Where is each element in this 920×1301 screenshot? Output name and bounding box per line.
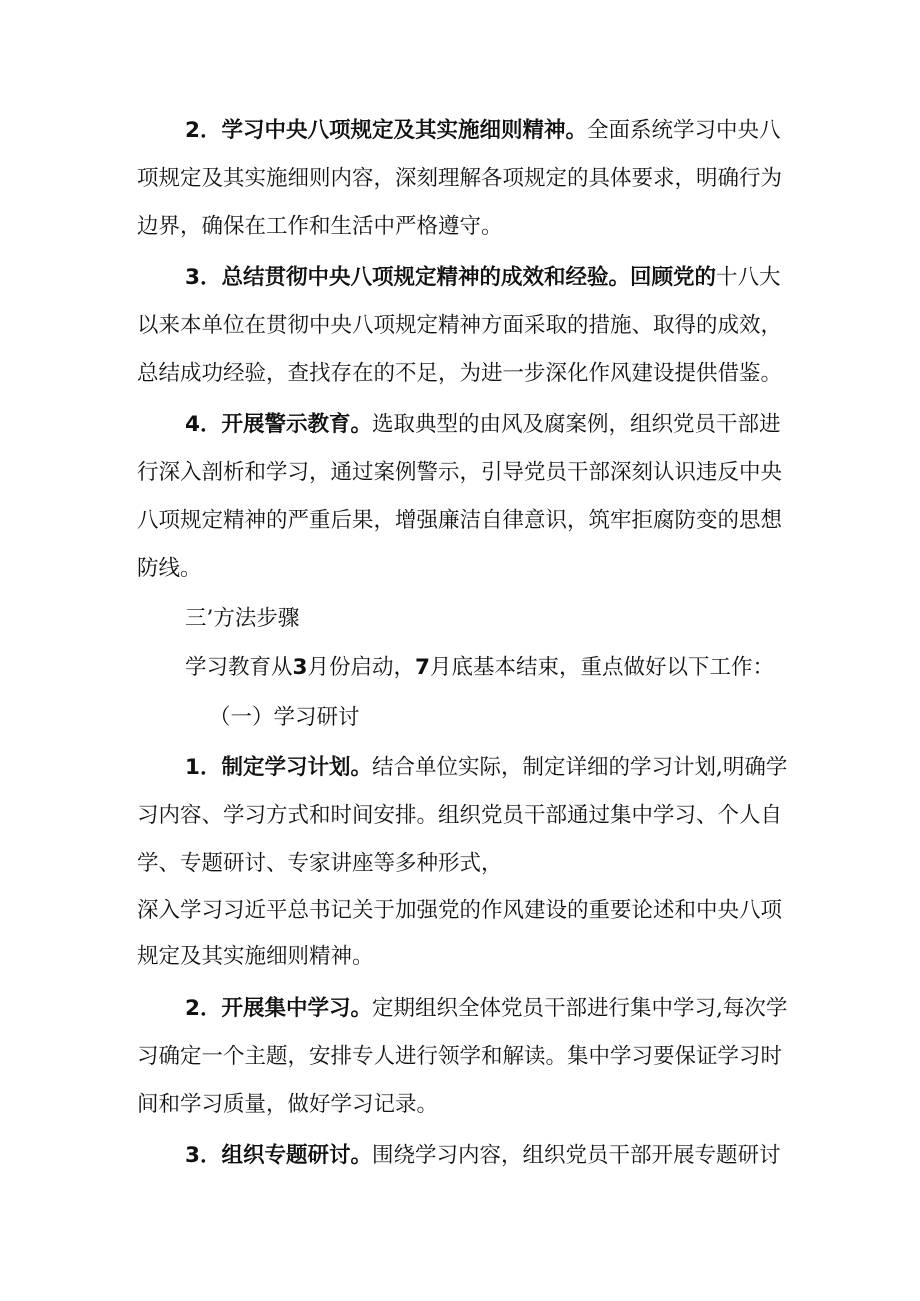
intro-month-end: 7 (415, 655, 430, 680)
paragraph-plan-line-2: 习内容、学习方式和时间安排。组织党员干部通过集中学习、个人自 (137, 803, 783, 828)
section-heading: 三’方法步骤 (185, 606, 300, 631)
paragraph-2-line-1 (185, 116, 845, 146)
item-number: 2 (185, 996, 200, 1021)
paragraph-2-line-2: 项规定及其实施细则内容，深刻理解各项规定的具体要求，明确行为 (137, 166, 783, 191)
item-heading: ．开展警示教育。 (199, 412, 372, 437)
intro-line (185, 653, 845, 683)
paragraph-4-line-3: 八项规定精神的严重后果，增强廉洁自律意识，筑牢拒腐防变的思想 (137, 508, 783, 533)
item-number: 3 (185, 1143, 200, 1168)
paragraph-4-line-1 (185, 410, 845, 440)
item-number: 2 (185, 118, 200, 143)
paragraph-seminar-line-1 (185, 1141, 845, 1171)
paragraph-4-line-2: 行深入剖析和学习，通过案例警示，引导党员干部深刻认识违反中央 (137, 460, 783, 485)
intro-month-start: 3 (292, 655, 308, 680)
item-text: 结合单位实际，制定详细的学习计划,明确学 (371, 755, 788, 780)
intro-text-c: 月份启动， (307, 655, 415, 680)
paragraph-central-line-2: 习确定一个主题，安排专人进行领学和解读。集中学习要保证学习时 (137, 1044, 783, 1069)
paragraph-plan-line-5: 规定及其实施细则精神。 (137, 944, 374, 969)
subsection-heading: （一）学习研讨 (209, 705, 360, 730)
paragraph-central-line-3: 间和学习质量，做好学习记录。 (137, 1092, 439, 1117)
paragraph-plan-line-4: 深入学习习近平总书记关于加强党的作风建设的重要论述和中央八项 (137, 898, 783, 923)
item-text: 定期组织全体党员干部进行集中学习,每次学 (371, 996, 788, 1021)
item-text: 全面系统学习中央八 (586, 118, 781, 143)
item-heading: ．开展集中学习。 (199, 996, 372, 1021)
intro-text-e: 月底基本结束，重点做好以下工作： (429, 655, 774, 680)
paragraph-central-line-1 (185, 994, 845, 1024)
item-heading: ．总结贯彻中央八项规定精神的成效和经验。回顾党的 (199, 265, 716, 290)
item-heading: ．制定学习计划。 (199, 755, 372, 780)
paragraph-3-line-3: 总结成功经验，查找存在的不足，为进一步深化作风建设提供借鉴。 (137, 361, 783, 386)
paragraph-plan-line-3: 学、专题研讨、专家讲座等多种形式， (137, 851, 503, 876)
item-number: 1 (185, 755, 200, 780)
item-text: 选取典型的由风及腐案例，组织党员干部进 (371, 412, 781, 437)
item-text: 十八大 (715, 265, 781, 290)
paragraph-4-line-4: 防线。 (137, 556, 202, 581)
item-number: 3 (185, 265, 200, 290)
intro-text-a: 学习教育从 (185, 655, 293, 680)
paragraph-2-line-3: 边界，确保在工作和生活中严格遵守。 (137, 214, 503, 239)
item-text: 围绕学习内容，组织党员干部开展专题研讨 (371, 1143, 781, 1168)
item-heading: ．学习中央八项规定及其实施细则精神。 (199, 118, 587, 143)
item-number: 4 (185, 412, 200, 437)
item-heading: ．组织专题研讨。 (199, 1143, 372, 1168)
paragraph-plan-line-1 (185, 753, 845, 783)
paragraph-3-line-2: 以来本单位在贯彻中央八项规定精神方面采取的措施、取得的成效， (137, 313, 783, 338)
paragraph-3-line-1 (185, 263, 845, 293)
